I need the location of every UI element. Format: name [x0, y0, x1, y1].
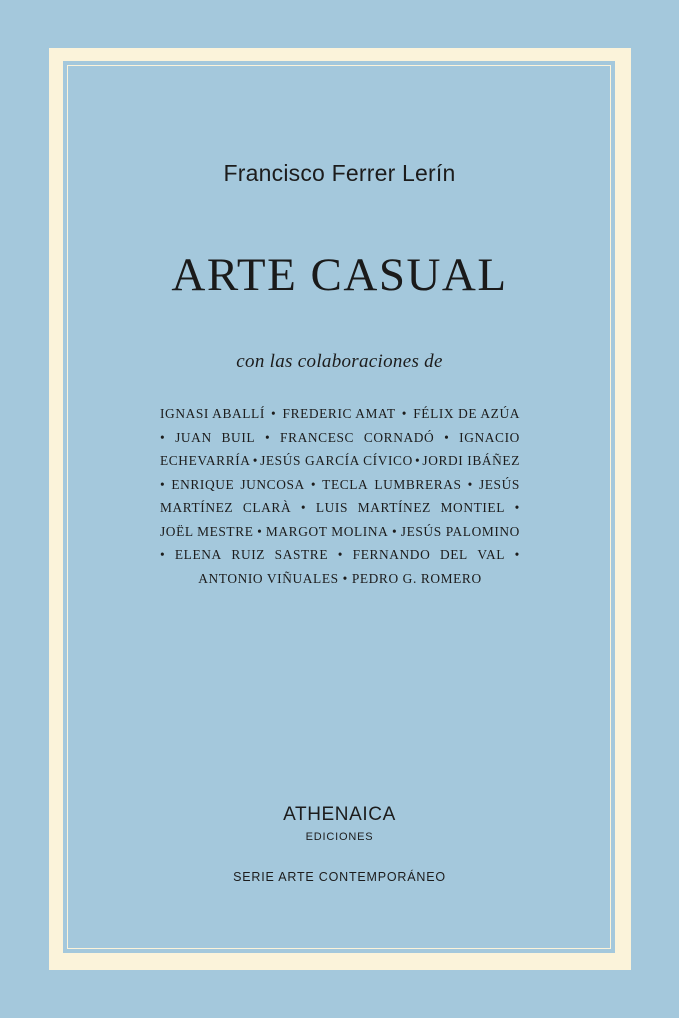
collaborators-line [160, 426, 520, 450]
collab-word: DEL [439, 547, 468, 562]
bullet-separator: • [467, 476, 473, 492]
collab-word: FREDERIC AMAT [282, 406, 396, 421]
collab-word: LUMBRERAS [374, 476, 462, 492]
collab-word: BUIL [221, 429, 256, 445]
collab-word: JESÚS GARCÍA CÍVICO [260, 453, 413, 468]
bullet-separator: • [414, 453, 421, 468]
collaborators-line [160, 520, 520, 544]
collab-word: ECHEVARRÍA [160, 453, 251, 468]
collab-word: SASTRE [274, 547, 329, 562]
collaborators-line [160, 473, 520, 497]
collab-word: MARGOT MOLINA [265, 523, 389, 539]
bullet-separator: • [337, 547, 344, 562]
collaborators-line [160, 496, 520, 520]
bullet-separator: • [401, 406, 408, 421]
bullet-separator: • [444, 429, 450, 445]
publisher-subtitle: EDICIONES [305, 831, 374, 843]
series-name: SERIE ARTE CONTEMPORÁNEO [233, 870, 446, 884]
book-title: ARTE CASUAL [171, 249, 508, 301]
bullet-separator: • [271, 406, 277, 421]
collab-word: IGNACIO [459, 429, 520, 445]
collaborators-list [160, 402, 520, 590]
collab-word: JOËL MESTRE [160, 523, 254, 539]
bullet-separator: • [310, 476, 317, 492]
bullet-separator: • [160, 429, 166, 445]
collab-word: LUIS [315, 500, 349, 515]
collab-word: JESÚS PALOMINO [400, 523, 520, 539]
collab-word: JESÚS [478, 476, 520, 492]
collab-word: MARTÍNEZ [160, 500, 234, 515]
bullet-separator: • [391, 523, 398, 539]
collab-word: MONTIEL [440, 500, 505, 515]
collab-word: RUIZ [231, 547, 266, 562]
collab-word: FERNANDO [352, 547, 431, 562]
collab-word: CLARÀ [242, 500, 292, 515]
collab-word: JUNCOSA [240, 476, 305, 492]
collaborations-subtitle: con las colaboraciones de [236, 351, 443, 372]
collaborators-line [160, 449, 520, 473]
author-name: Francisco Ferrer Lerín [223, 160, 456, 186]
bullet-separator: • [300, 500, 307, 515]
collab-word: VAL [477, 547, 506, 562]
collab-word: JUAN [175, 429, 212, 445]
collaborators-line [160, 567, 520, 591]
bullet-separator: • [160, 547, 166, 562]
bullet-separator: • [264, 429, 271, 445]
collab-word: IGNASI ABALLÍ [160, 406, 265, 421]
publisher-name: ATHENAICA [283, 804, 396, 825]
collab-word: MARTÍNEZ [357, 500, 431, 515]
bullet-separator: • [160, 476, 166, 492]
collab-word: CORNADÓ [363, 429, 435, 445]
bullet-separator: • [257, 523, 263, 539]
collab-word: ANTONIO VIÑUALES • PEDRO G. ROMERO [198, 570, 482, 586]
collaborators-line [160, 543, 520, 567]
collab-word: ENRIQUE [171, 476, 235, 492]
bullet-separator: • [514, 500, 520, 515]
collab-word: TECLA [322, 476, 369, 492]
collab-word: ELENA [174, 547, 222, 562]
collaborators-line [160, 402, 520, 426]
bullet-separator: • [514, 547, 520, 562]
collab-word: JORDI IBÁÑEZ [422, 453, 520, 468]
collab-word: FÉLIX DE AZÚA [413, 406, 520, 421]
bullet-separator: • [252, 453, 258, 468]
collab-word: FRANCESC [280, 429, 355, 445]
